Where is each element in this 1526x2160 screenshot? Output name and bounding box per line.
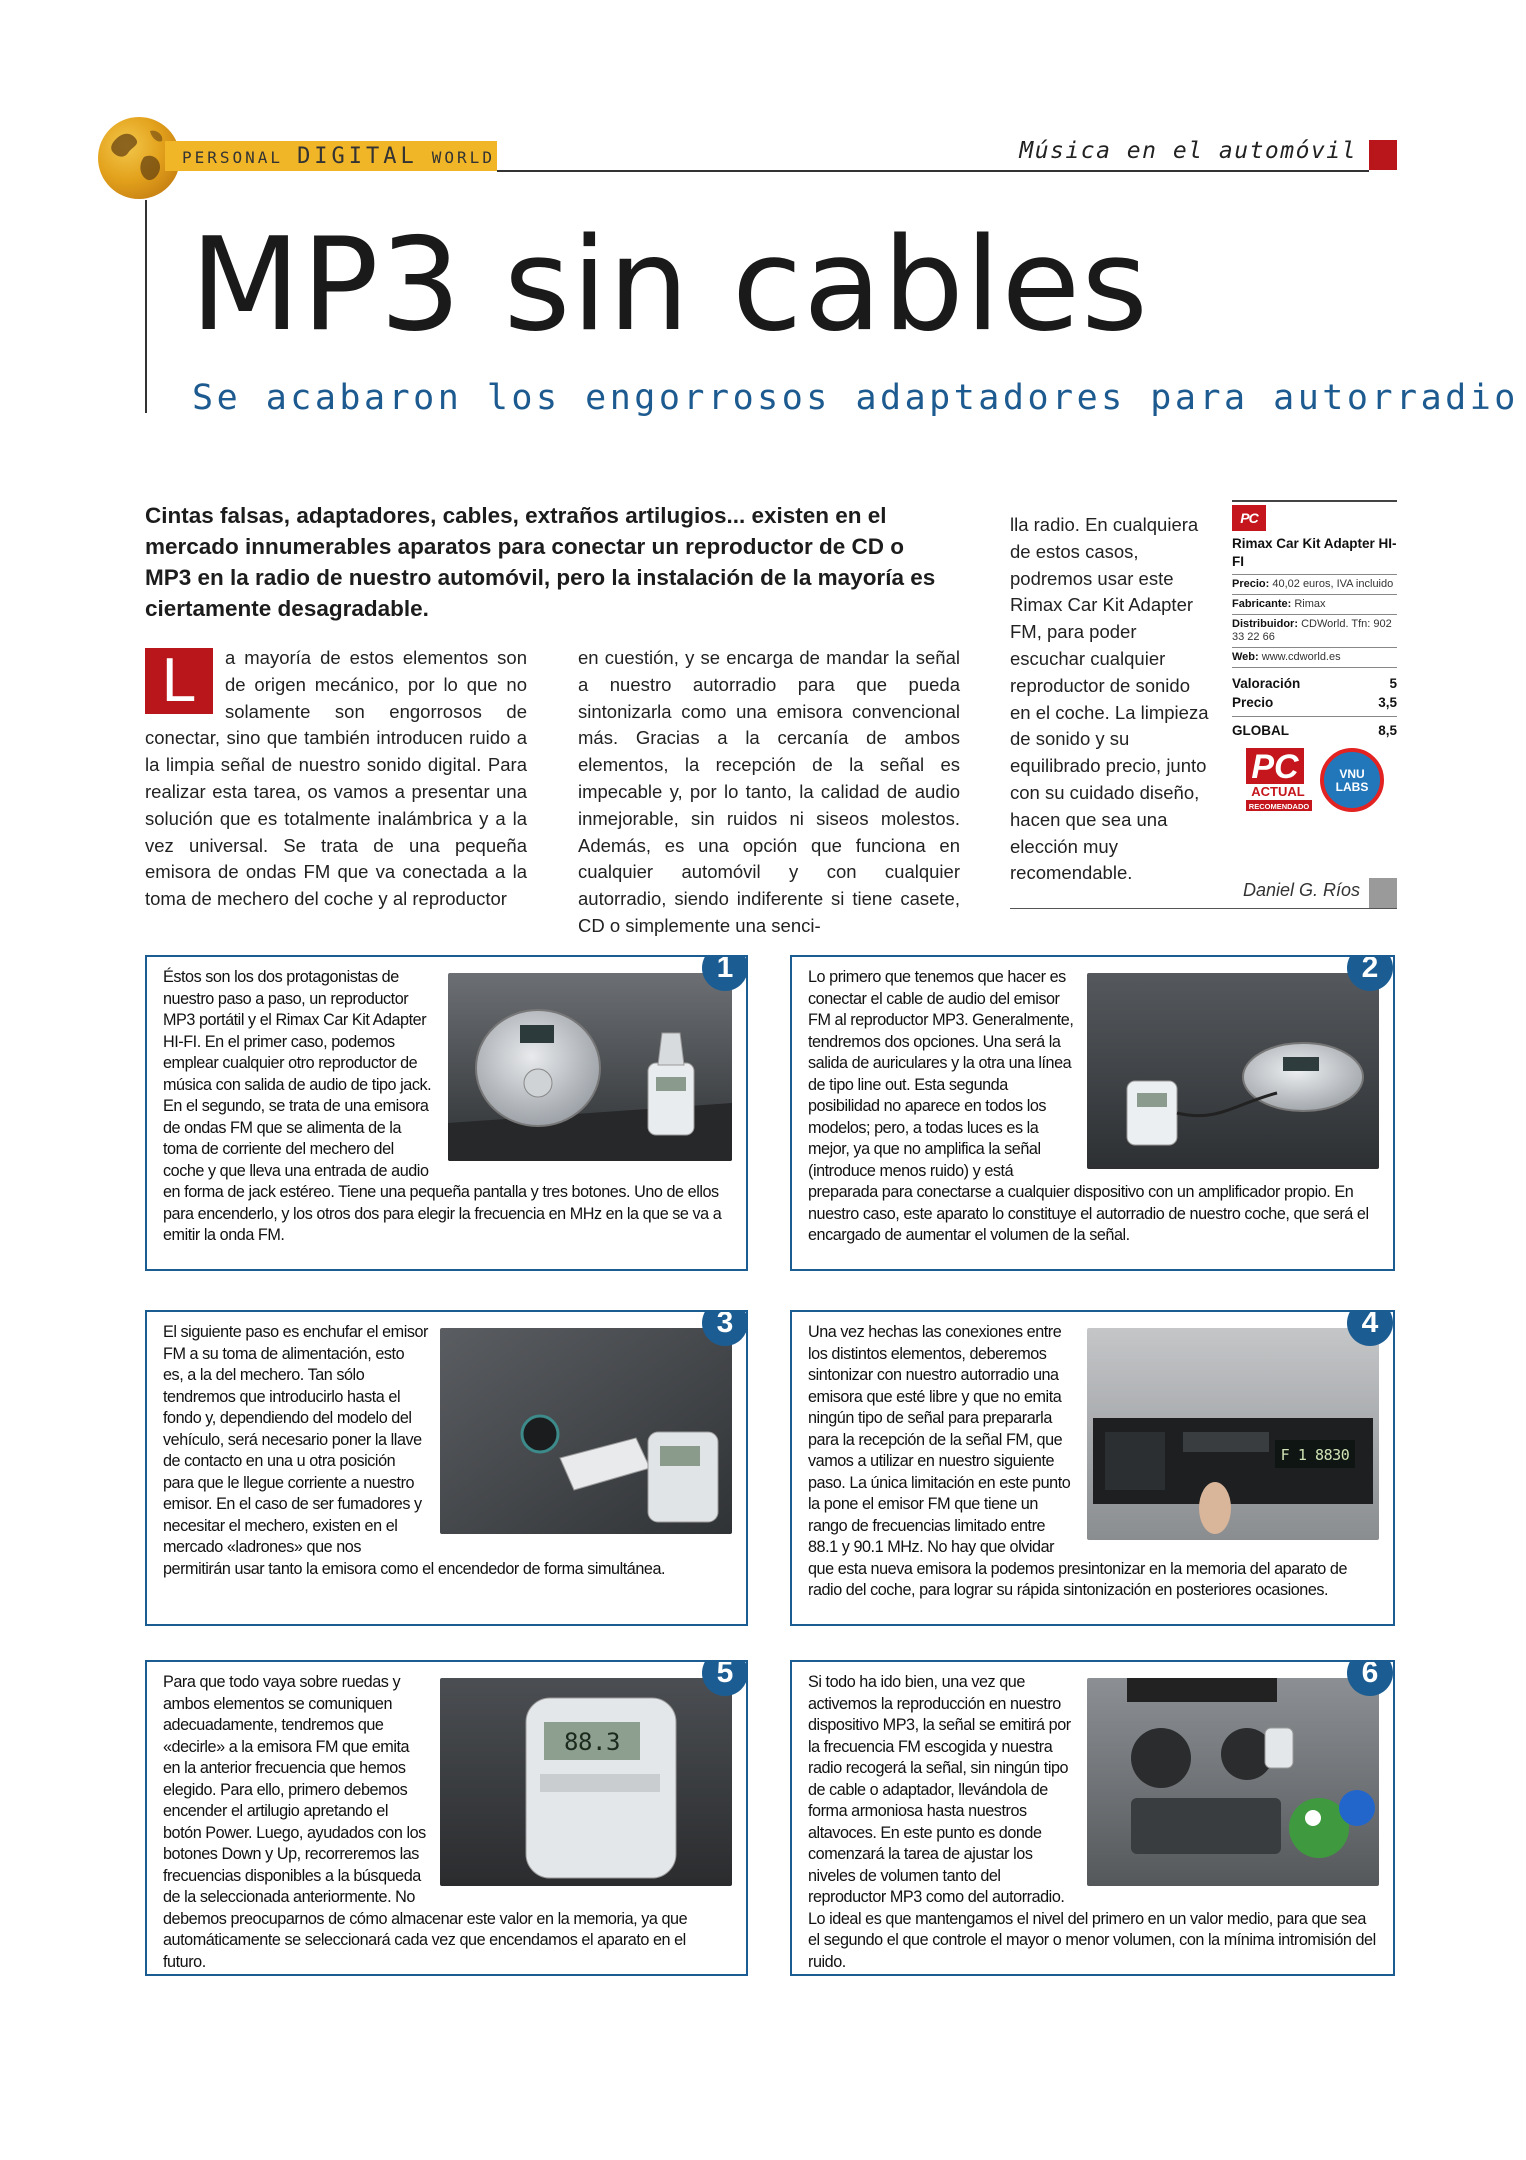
rating-value: 5 [1389, 676, 1397, 691]
spec-web [1232, 648, 1397, 668]
spec-ratings [1232, 668, 1397, 740]
step-text: El siguiente paso es enchufar el emisor FM a su toma de alimentación, esto es, a la del mechero. Tan sólo tendremos que introducirlo hasta el fondo y, dependiendo del modelo del vehículo, será necesario poner la llave de contacto en una u otra posición para que le llegue corriente a nuestro emisor. En el caso de ser fumadores y necesitar el mechero, existen en el mercado «ladrones» que nos permitirán usar tanto la emisora como el encendedor de forma simultánea. [163, 1323, 666, 1578]
spec-product-name: Rimax Car Kit Adapter HI-FI [1232, 535, 1397, 575]
step-number-6: 6 [1347, 1660, 1393, 1696]
step-text-container [808, 1672, 1379, 1973]
spec-web-label: Web: [1232, 651, 1259, 663]
body-column-1 [145, 645, 527, 913]
step-text-container [163, 967, 732, 1247]
step-text: Lo primero que tenemos que hacer es conectar el cable de audio del emisor FM al reproductor MP3. Generalmente, tendremos dos opciones. Una será la salida de auriculares y la otra una línea de tipo line out. Esta segunda posibilidad no aparece en todos los modelos; pero, a todas luces es la mejor, ya que no amplifica la señal (introduce menos ruido) y está preparada para conectarse a cualquier dispositivo con un amplificador propio. En nuestro caso, este aparato lo constituye el autorradio de nuestro coche, que será el encargado de aumentar el volumen de la señal. [808, 968, 1369, 1244]
step-text-container [163, 1322, 732, 1580]
step-photo-4 [1087, 1328, 1379, 1540]
step-number-5: 5 [702, 1660, 748, 1696]
header-rule [497, 170, 1369, 172]
spec-price-value: 40,02 euros, IVA incluido [1272, 578, 1394, 590]
article-subtitle: Se acabaron los engorrosos adaptadores para autorradio [192, 378, 1519, 418]
step-box-1 [145, 955, 748, 1271]
seal-actual-text: ACTUAL [1251, 784, 1305, 799]
title-rule [145, 200, 147, 413]
fm-display: 88.3 [564, 1728, 620, 1756]
step-photo-2 [1087, 973, 1379, 1169]
spec-price [1232, 575, 1397, 595]
step-number-4: 4 [1347, 1310, 1393, 1346]
seal-lab-text: VNU LABS [1335, 767, 1369, 794]
step-number-2: 2 [1347, 955, 1393, 991]
spec-top-rule [1232, 500, 1397, 502]
section-title: Música en el automóvil [1019, 138, 1357, 164]
seal-recomendado-text: RECOMENDADO [1248, 802, 1310, 811]
car-dashboard-photo-icon [1087, 1678, 1379, 1886]
step-box-6 [790, 1660, 1395, 1976]
step-box-3 [145, 1310, 748, 1626]
step-box-5 [145, 1660, 748, 1976]
spec-box [1232, 500, 1397, 822]
section-marker [1369, 140, 1397, 170]
spec-dist-label: Distribuidor: [1232, 618, 1298, 630]
step-text-container [808, 967, 1379, 1247]
brand-personal: PERSONAL [182, 148, 284, 167]
body-text-1: a mayoría de estos elementos son de origen mecánico, por lo que no solamente son engorrosos de conectar, sino que también introducen ruido a la limpia señal de nuestro sonido digital. Para realizar esta tarea, os vamos a presentar una solución que es totalmente inalámbrica y a la vez universal. Se trata de una pequeña emisora de ondas FM que va conectada a la toma de mechero del coche y al reproductor [145, 647, 527, 910]
fm-emitter-display-photo-icon [440, 1678, 732, 1886]
step-text: Si todo ha ido bien, una vez que activemos la reproducción en nuestro dispositivo MP3, la señal se emitirá por la frecuencia FM escogida y nuestra radio recogerá la señal, sin ningún tipo de cable o adaptador, llevándola de forma armoniosa hasta nuestros altavoces. En este punto es donde comenzará la tarea de ajustar los niveles de volumen tanto del reproductor MP3 como del autorradio. Lo ideal es que mantengamos el nivel del primero en un valor medio, para que sea el segundo el que controle el mayor o menor volumen, con la mínima intromisión del ruido. [808, 1673, 1376, 1971]
spec-maker-value: Rimax [1294, 598, 1326, 610]
body-column-2: en cuestión, y se encarga de mandar la señal a nuestro autorradio para que pueda sintonizarla como una emisora convencional más. Gracias a la cercanía de ambos elementos, la recepción de la señal es impecable y, por lo tanto, la calidad de audio inmejorable, sin ruidos ni siseos molestos. Además, es una opción que funciona en cualquier automóvil y con cualquier autorradio, siendo indiferente si tiene casete, CD o simplemente una senci- [578, 647, 960, 936]
pc-actual-logo: PC [1232, 505, 1266, 531]
article-lead: Cintas falsas, adaptadores, cables, extraños artilugios... existen en el mercado innumerables aparatos para conectar un reproductor de CD o MP3 en la radio de nuestro automóvil, pero la instalación de la mayoría es ciertamente desagradable. [145, 503, 936, 621]
step-box-2 [790, 955, 1395, 1271]
magazine-brand [182, 144, 495, 169]
spec-maker [1232, 595, 1397, 615]
drop-cap: L [145, 648, 213, 714]
spec-price-label: Precio: [1232, 578, 1270, 590]
spec-distributor [1232, 615, 1397, 648]
step-box-4 [790, 1310, 1395, 1626]
step-number-3: 3 [702, 1310, 748, 1346]
step-photo-5 [440, 1678, 732, 1886]
spec-web-value: www.cdworld.es [1261, 651, 1341, 663]
rating-label: GLOBAL [1232, 723, 1289, 738]
spec-dist-value: CDWorld. Tfn: 902 33 22 66 [1232, 618, 1392, 643]
rating-label: Valoración [1232, 676, 1301, 691]
rating-row [1232, 674, 1397, 693]
step-photo-6 [1087, 1678, 1379, 1886]
plugging-into-lighter-photo-icon [440, 1328, 732, 1534]
brand-digital: DIGITAL [297, 144, 418, 169]
author-byline: Daniel G. Ríos [1242, 880, 1360, 900]
step-text: Éstos son los dos protagonistas de nuestro paso a paso, un reproductor MP3 portátil y el Rimax Car Kit Adapter HI-FI. En el primer caso, podemos emplear cualquier otro reproductor de música con salida de audio de tipo jack. En el segundo, se trata de una emisora de ondas FM que se alimenta de la toma de corriente del mechero del coche y que lleva una entrada de audio en forma de jack estéreo. Tiene una pequeña pantalla y tres botones. Uno de ellos para encenderlo, y los otros dos para elegir la frecuencia en MHz en la que se va a emitir la onda FM. [163, 968, 722, 1244]
rating-value: 8,5 [1378, 723, 1397, 738]
byline-rule [1010, 908, 1397, 909]
step-photo-3 [440, 1328, 732, 1534]
step-text: Para que todo vaya sobre ruedas y ambos elementos se comuniquen adecuadamente, tendremos que «decirle» a la emisora FM que emita en la anterior frecuencia que hemos elegido. Para ello, primero debemos encender el artilugio apretando el botón Power. Luego, ayudados con los botones Down y Up, recorreremos las frecuencias disponibles a la búsqueda de la seleccionada anteriormente. No debemos preocuparnos de cómo almacenar este valor en la memoria, ya que automáticamente se seleccionará cada vez que encendamos el aparato en el futuro. [163, 1673, 688, 1971]
mp3-player-and-fm-emitter-photo-icon [448, 973, 732, 1161]
pc-actual-recomendado-seal-icon [1244, 748, 1314, 812]
rating-value: 3,5 [1378, 695, 1397, 710]
article-title: MP3 sin cables [190, 211, 1149, 360]
byline-row [1010, 878, 1397, 908]
step-photo-1 [448, 973, 732, 1161]
rating-label: Precio [1232, 695, 1274, 710]
spec-maker-label: Fabricante: [1232, 598, 1292, 610]
step-text: Una vez hechas las conexiones entre los distintos elementos, deberemos sintonizar con nuestro autorradio una emisora que esté libre y que no emita ningún tipo de señal para prepararla para la recepción de la señal FM, que vamos a utilizar en nuestro siguiente paso. La única limitación en este punto la pone el emisor FM que tiene un rango de frecuencias limitado entre 88.1 y 90.1 MHz. No hay que olvidar que esta nueva emisora la podemos presintonizar en la memoria del aparato de radio del coche, para lograr su rápida sintonización en posteriores ocasiones. [808, 1323, 1347, 1599]
connecting-audio-cable-photo-icon [1087, 973, 1379, 1169]
seal-pc-text: PC [1251, 748, 1299, 786]
body-column-3: lla radio. En cualquiera de estos casos, podremos usar este Rimax Car Kit Adapter FM, para poder escuchar cualquier reproductor de sonido en el coche. La limpieza de sonido y su equilibrado precio, junto con su cuidado diseño, hacen que sea una elección muy recomendable. [1010, 514, 1209, 884]
rating-row [1232, 693, 1397, 717]
step-number-1: 1 [702, 955, 748, 991]
step-text-container [163, 1672, 732, 1973]
car-radio-tuning-photo-icon [1087, 1328, 1379, 1540]
radio-display: F 1 8830 [1280, 1446, 1350, 1464]
rating-row [1232, 717, 1397, 740]
step-text-container [808, 1322, 1379, 1602]
brand-world: WORLD [431, 148, 495, 167]
byline-marker [1369, 878, 1397, 908]
award-seals [1232, 744, 1397, 822]
vnu-labs-seal-icon [1320, 748, 1384, 812]
